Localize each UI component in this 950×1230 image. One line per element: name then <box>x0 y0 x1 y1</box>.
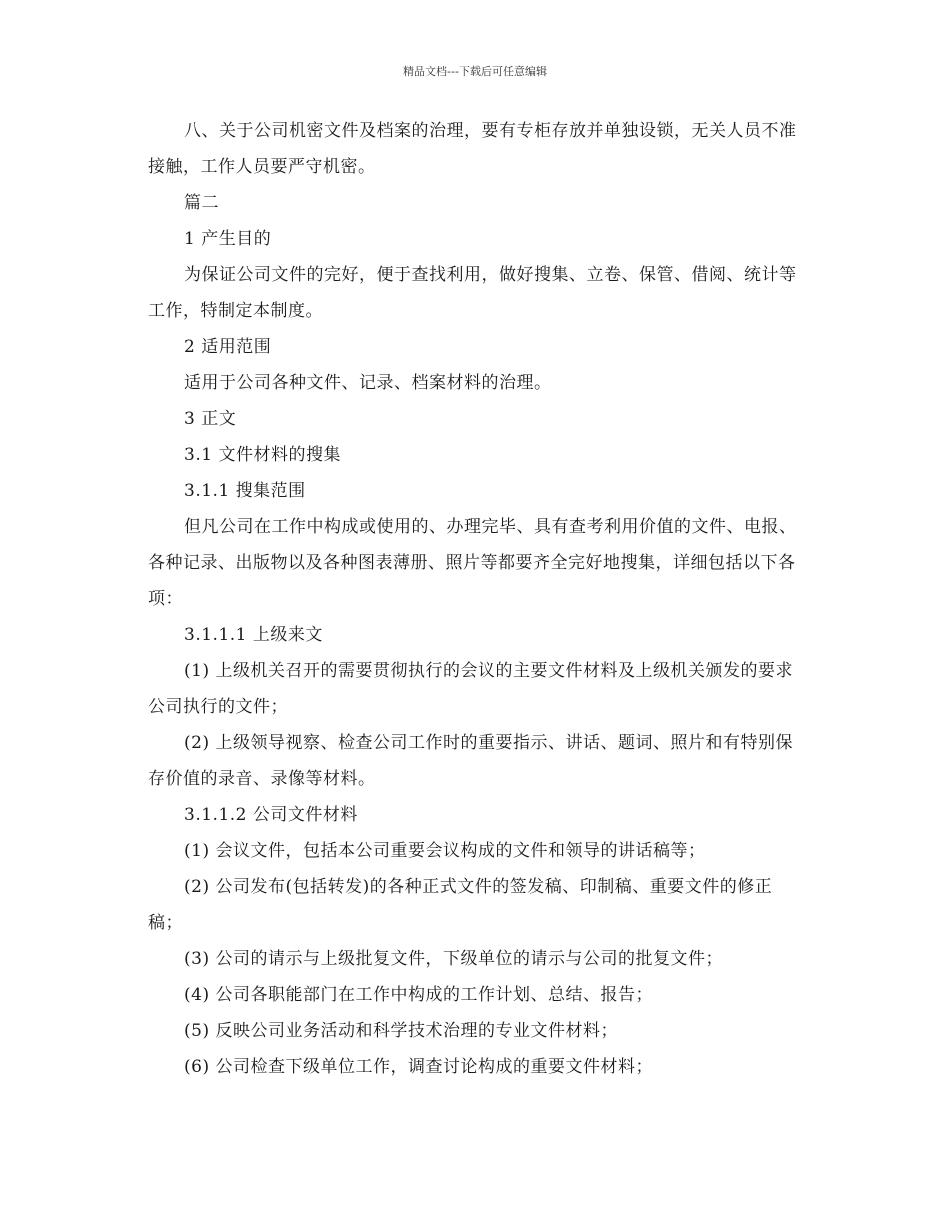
heading-3-1: 3.1 文件材料的搜集 <box>184 445 341 465</box>
list-item-company-6: (6) 公司检查下级单位工作，调查讨论构成的重要文件材料； <box>184 1057 653 1077</box>
heading-main-text: 3 正文 <box>184 409 237 429</box>
paragraph-confidential-files: 八、关于公司机密文件及档案的治理，要有专柜存放并单独设锁，无关人员不准接触，工作人员要严守机密。 <box>148 121 797 177</box>
list-item-superior-1: (1) 上级机关召开的需要贯彻执行的会议的主要文件材料及上级机关颁发的要求公司执行的文件； <box>148 661 793 717</box>
list-item-company-4: (4) 公司各职能部门在工作中构成的工作计划、总结、报告； <box>184 985 653 1005</box>
list-item-company-5: (5) 反映公司业务活动和科学技术治理的专业文件材料； <box>184 1021 618 1041</box>
paragraph-purpose: 为保证公司文件的完好，便于查找利用，做好搜集、立卷、保管、借阅、统计等工作，特制定本制度。 <box>148 265 797 321</box>
paragraph-scope: 适用于公司各种文件、记录、档案材料的治理。 <box>184 373 552 393</box>
document-body <box>148 113 800 1085</box>
heading-3-1-1-1: 3.1.1.1 上级来文 <box>184 625 323 645</box>
heading-purpose: 1 产生目的 <box>184 229 272 249</box>
list-item-company-1: (1) 会议文件，包括本公司重要会议构成的文件和领导的讲话稿等； <box>184 841 706 861</box>
list-item-superior-2: (2) 上级领导视察、检查公司工作时的重要指示、讲话、题词、照片和有特别保存价值的录音、录像等材料。 <box>148 733 793 789</box>
heading-3-1-1-2: 3.1.1.2 公司文件材料 <box>184 805 358 825</box>
heading-scope: 2 适用范围 <box>184 337 272 357</box>
paragraph-collection-scope: 但凡公司在工作中构成或使用的、办理完毕、具有查考利用价值的文件、电报、各种记录、出版物以及各种图表薄册、照片等都要齐全完好地搜集，详细包括以下各项： <box>148 517 797 609</box>
section-title-part-two: 篇二 <box>184 193 219 213</box>
heading-3-1-1: 3.1.1 搜集范围 <box>184 481 306 501</box>
list-item-company-3: (3) 公司的请示与上级批复文件，下级单位的请示与公司的批复文件； <box>184 949 723 969</box>
page-header: 精品文档---下载后可任意编辑 <box>403 65 547 78</box>
list-item-company-2: (2) 公司发布(包括转发)的各种正式文件的签发稿、印制稿、重要文件的修正稿； <box>148 877 773 933</box>
